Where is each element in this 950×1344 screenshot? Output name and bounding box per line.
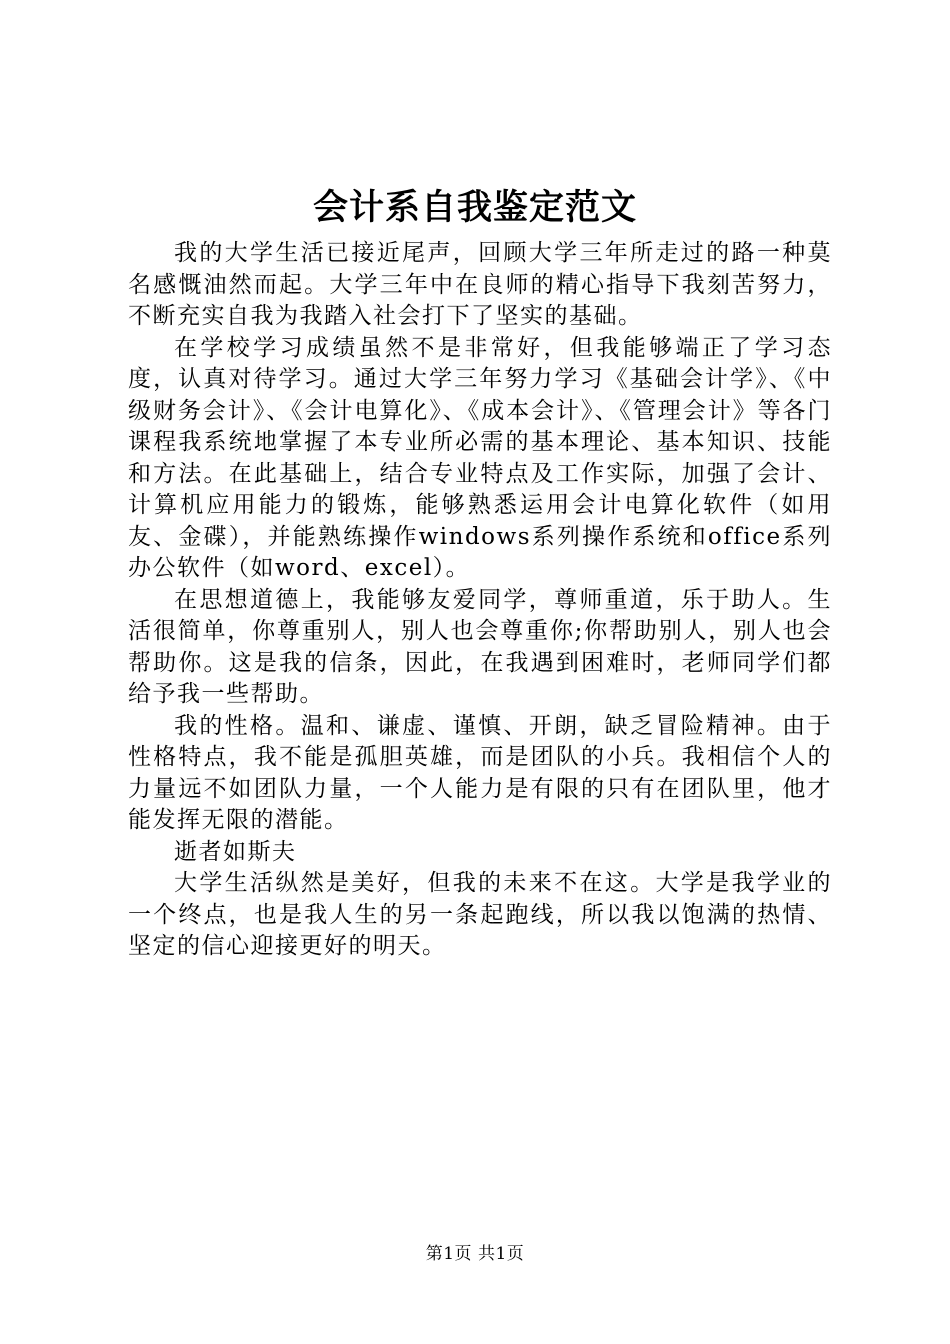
paragraph-2: 在学校学习成绩虽然不是非常好，但我能够端正了学习态度，认真对待学习。通过大学三年努力学习《基础会计学》、《中级财务会计》、《会计电算化》、《成本会计》、《管理会计》等各门课程我系统地掌握了本专业所必需的基本理论、基本知识、技能和方法。在此基础上，结合专业特点及工作实际，加强了会计、计算机应用能力的锻炼，能够熟悉运用会计电算化软件（如用友、金碟），并能熟练操作windows系列操作系统和office系列办公软件（如word、excel）。 — [128, 334, 832, 581]
page-number-footer: 第1页 共1页 — [425, 1244, 525, 1264]
paragraph-4: 我的性格。温和、谦虚、谨慎、开朗，缺乏冒险精神。由于性格特点，我不能是孤胆英雄，而是团队的小兵。我相信个人的力量远不如团队力量，一个人能力是有限的只有在团队里，他才能发挥无限的潜能。 — [128, 712, 832, 833]
paragraph-1: 我的大学生活已接近尾声，回顾大学三年所走过的路一种莫名感慨油然而起。大学三年中在良师的精心指导下我刻苦努力，不断充实自我为我踏入社会打下了坚实的基础。 — [128, 240, 832, 329]
paragraph-5: 逝者如斯夫 — [174, 838, 297, 865]
paragraph-6: 大学生活纵然是美好，但我的未来不在这。大学是我学业的一个终点，也是我人生的另一条起跑线，所以我以饱满的热情、坚定的信心迎接更好的明天。 — [128, 870, 832, 959]
document-body — [128, 238, 832, 963]
document-title: 会计系自我鉴定范文 — [312, 187, 637, 228]
paragraph-3: 在思想道德上，我能够友爱同学，尊师重道，乐于助人。生活很简单，你尊重别人，别人也会尊重你;你帮助别人，别人也会帮助你。这是我的信条，因此，在我遇到困难时，老师同学们都给予我一些帮助。 — [128, 586, 832, 707]
